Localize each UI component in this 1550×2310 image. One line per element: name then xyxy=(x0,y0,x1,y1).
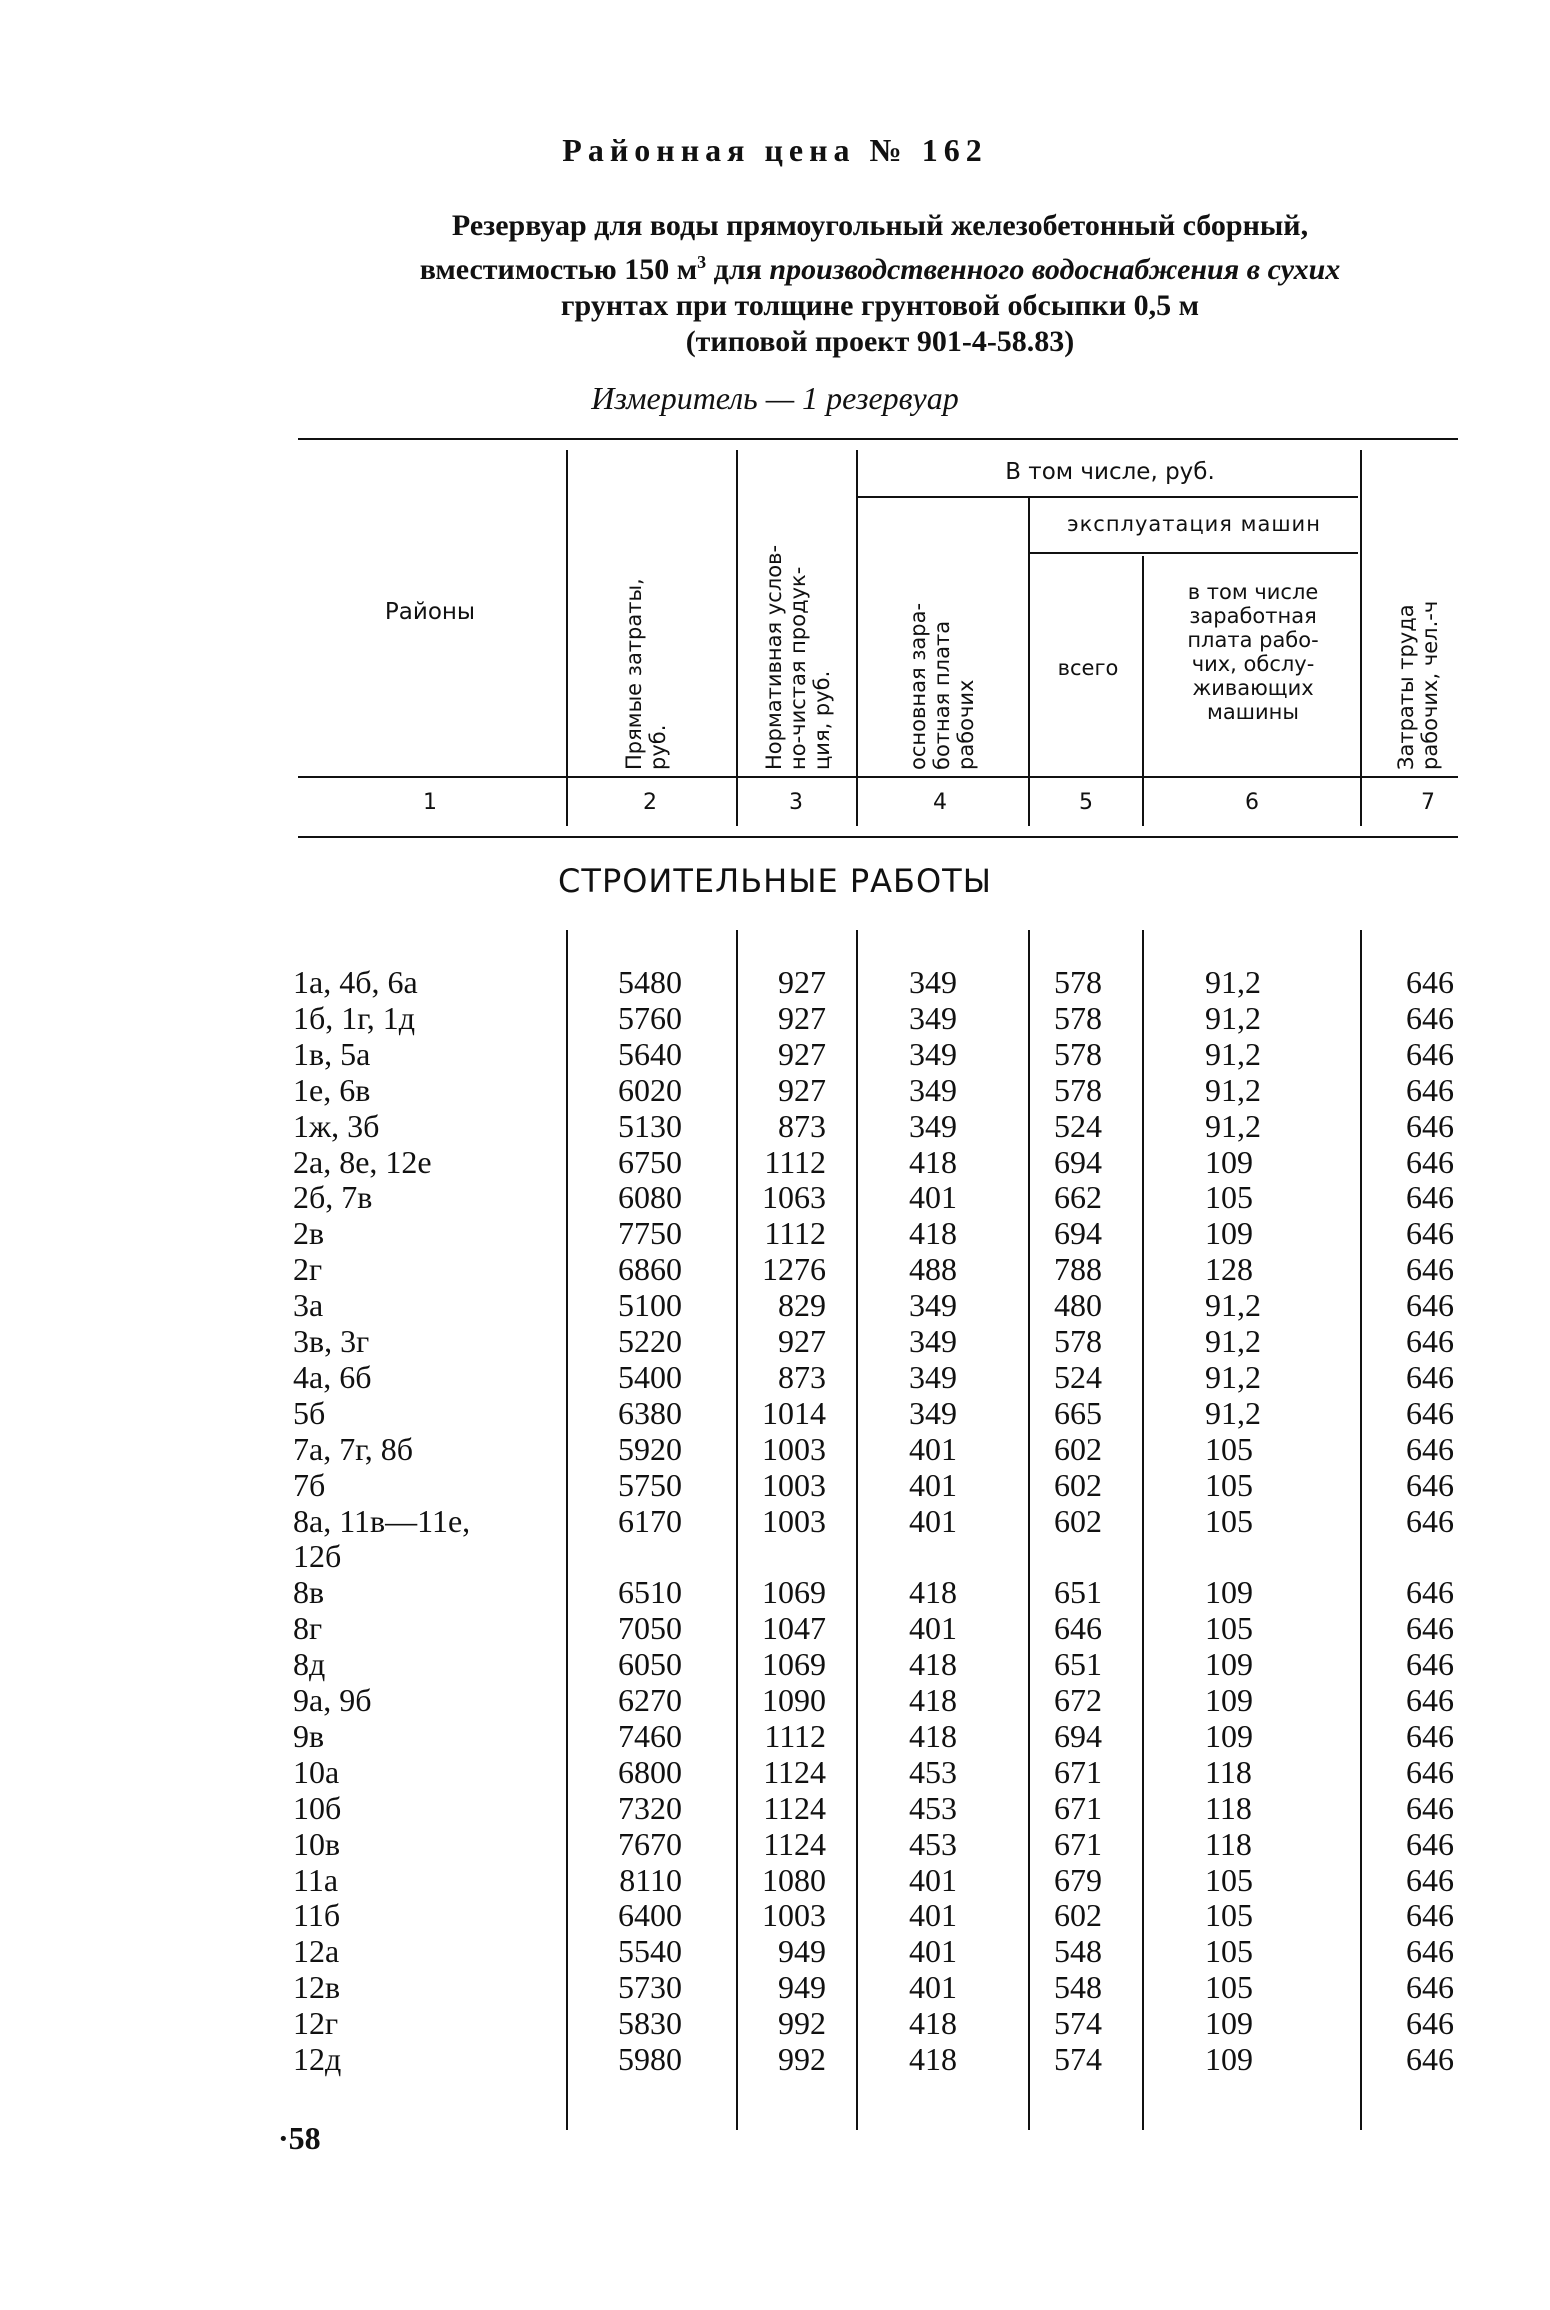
basic-wage-cell: 401 xyxy=(909,1933,957,1970)
basic-wage-cell: 349 xyxy=(909,1107,957,1144)
normative-cell: 1003 xyxy=(762,1466,826,1503)
direct-costs-cell: 5100 xyxy=(618,1287,682,1324)
region-cell: 12б xyxy=(293,1538,342,1575)
labor-cell: 646 xyxy=(1406,1574,1454,1611)
header-divider-3 xyxy=(856,450,858,826)
labor-cell: 646 xyxy=(1406,999,1454,1036)
basic-wage-cell: 401 xyxy=(909,1179,957,1216)
labor-cell: 646 xyxy=(1406,1502,1454,1539)
labor-cell: 646 xyxy=(1406,1107,1454,1144)
basic-wage-cell: 349 xyxy=(909,1323,957,1359)
normative-cell: 992 xyxy=(778,2041,826,2077)
machines-total-cell: 671 xyxy=(1054,1789,1102,1826)
direct-costs-cell: 7050 xyxy=(618,1610,682,1647)
normative-cell: 1080 xyxy=(762,1861,826,1898)
region-cell: 5б xyxy=(293,1394,326,1431)
region-cell: 9а, 9б xyxy=(293,1682,372,1718)
table-row xyxy=(0,2005,1550,2040)
direct-costs-cell: 7460 xyxy=(618,1717,682,1754)
table-row xyxy=(0,1287,1550,1322)
machines-wage-cell: 91,2 xyxy=(1205,964,1261,1000)
table-row xyxy=(0,1179,1550,1214)
normative-cell: 873 xyxy=(778,1358,826,1395)
table-row xyxy=(0,1718,1550,1753)
direct-costs-cell: 5830 xyxy=(618,2005,682,2042)
header-including-group: В том числе, руб. xyxy=(1005,459,1215,485)
table-row xyxy=(0,2041,1550,2076)
labor-cell: 646 xyxy=(1406,1789,1454,1826)
machines-total-cell: 694 xyxy=(1054,1143,1102,1180)
machines-wage-cell: 109 xyxy=(1205,1215,1253,1252)
header-machines-wage: в том числе заработная плата рабо- чих, обслу- живающих машины xyxy=(1187,580,1319,724)
region-cell: 12г xyxy=(293,2005,339,2042)
direct-costs-cell: 8110 xyxy=(619,1861,682,1898)
basic-wage-cell: 418 xyxy=(909,1646,957,1683)
table-row xyxy=(0,1897,1550,1932)
header-divider-4 xyxy=(1028,498,1030,826)
column-number: 1 xyxy=(423,790,437,815)
basic-wage-cell: 349 xyxy=(909,1287,957,1324)
machines-total-cell: 574 xyxy=(1054,2005,1102,2042)
normative-cell: 927 xyxy=(778,1071,826,1108)
normative-cell: 1124 xyxy=(763,1825,826,1862)
machines-total-cell: 651 xyxy=(1054,1646,1102,1683)
normative-cell: 1112 xyxy=(764,1143,826,1180)
table-row xyxy=(0,1000,1550,1035)
normative-cell: 1124 xyxy=(763,1753,826,1790)
labor-cell: 646 xyxy=(1406,1394,1454,1431)
region-cell: 12а xyxy=(293,1933,340,1970)
basic-wage-cell: 401 xyxy=(909,1502,957,1539)
labor-cell: 646 xyxy=(1406,1610,1454,1647)
machines-total-cell: 672 xyxy=(1054,1682,1102,1718)
description-line-2: вместимостью 150 $м^3$ для производственного водоснабжения в сухих xyxy=(419,252,1341,286)
table-row xyxy=(0,1503,1550,1538)
machines-wage-cell: 105 xyxy=(1205,1897,1253,1934)
header-divider-6 xyxy=(1360,450,1362,826)
machines-wage-cell: 105 xyxy=(1205,1179,1253,1216)
normative-cell: 1003 xyxy=(762,1897,826,1934)
region-cell: 7б xyxy=(293,1466,326,1503)
normative-cell: 992 xyxy=(778,2005,826,2042)
basic-wage-cell: 418 xyxy=(909,1682,957,1718)
machines-wage-cell: 109 xyxy=(1205,1717,1253,1754)
basic-wage-cell: 349 xyxy=(909,1394,957,1431)
basic-wage-cell: 418 xyxy=(909,1215,957,1252)
header-regions: Районы xyxy=(384,599,476,625)
description-line-3: грунтах при толщине грунтовой обсыпки 0,5 м xyxy=(560,289,1200,322)
table-row xyxy=(0,1144,1550,1179)
region-cell: 1ж, 3б xyxy=(293,1107,380,1144)
normative-cell: 1124 xyxy=(763,1789,826,1826)
labor-cell: 646 xyxy=(1406,1861,1454,1898)
normative-cell: 1112 xyxy=(764,1717,826,1754)
machines-total-cell: 524 xyxy=(1054,1107,1102,1144)
direct-costs-cell: 6080 xyxy=(618,1179,682,1216)
table-row xyxy=(0,1574,1550,1609)
table-row xyxy=(0,1467,1550,1502)
direct-costs-cell: 6270 xyxy=(618,1682,682,1718)
labor-cell: 646 xyxy=(1406,1682,1454,1718)
table-row xyxy=(0,1933,1550,1968)
header-top-rule xyxy=(298,438,1458,440)
region-cell: 1б, 1г, 1д xyxy=(293,999,416,1036)
machines-wage-cell: 105 xyxy=(1205,1502,1253,1539)
machines-total-cell: 578 xyxy=(1054,1071,1102,1108)
normative-cell: 1003 xyxy=(762,1502,826,1539)
column-number: 5 xyxy=(1079,790,1093,815)
description-line-1: Резервуар для воды прямоугольный железобетонный сборный, xyxy=(451,209,1309,242)
labor-cell: 646 xyxy=(1406,1897,1454,1934)
page-number: ·58 xyxy=(278,2120,321,2156)
direct-costs-cell: 5760 xyxy=(618,999,682,1036)
machines-total-cell: 578 xyxy=(1054,1323,1102,1359)
labor-cell: 646 xyxy=(1406,1358,1454,1395)
direct-costs-cell: 6050 xyxy=(618,1646,682,1683)
machines-total-cell: 602 xyxy=(1054,1430,1102,1467)
machines-total-cell: 578 xyxy=(1054,999,1102,1036)
labor-cell: 646 xyxy=(1406,1430,1454,1467)
basic-wage-cell: 453 xyxy=(909,1825,957,1862)
region-cell: 10а xyxy=(293,1753,340,1790)
direct-costs-cell: 6380 xyxy=(618,1394,682,1431)
machines-total-cell: 651 xyxy=(1054,1574,1102,1611)
normative-cell: 927 xyxy=(778,1323,826,1359)
page-heading: Районная цена № 162 xyxy=(562,132,988,168)
table-row xyxy=(0,1215,1550,1250)
header-machines-total: всего xyxy=(1057,656,1119,680)
normative-cell: 873 xyxy=(778,1107,826,1144)
section-title: СТРОИТЕЛЬНЫЕ РАБОТЫ xyxy=(558,862,992,900)
machines-wage-cell: 91,2 xyxy=(1205,999,1261,1036)
region-cell: 7а, 7г, 8б xyxy=(293,1430,413,1467)
region-cell: 1е, 6в xyxy=(293,1071,371,1108)
direct-costs-cell: 5540 xyxy=(618,1933,682,1970)
direct-costs-cell: 6750 xyxy=(618,1143,682,1180)
machines-wage-cell: 105 xyxy=(1205,1430,1253,1467)
basic-wage-cell: 418 xyxy=(909,2005,957,2042)
numbers-bottom-rule xyxy=(298,836,1458,838)
machines-wage-cell: 91,2 xyxy=(1205,1323,1261,1359)
direct-costs-cell: 5400 xyxy=(618,1358,682,1395)
region-cell: 8д xyxy=(293,1646,326,1683)
basic-wage-cell: 349 xyxy=(909,1035,957,1072)
machines-total-cell: 602 xyxy=(1054,1502,1102,1539)
normative-cell: 1063 xyxy=(762,1179,826,1216)
machines-wage-cell: 118 xyxy=(1205,1753,1252,1790)
machines-total-cell: 679 xyxy=(1054,1861,1102,1898)
machines-total-cell: 671 xyxy=(1054,1825,1102,1862)
basic-wage-cell: 401 xyxy=(909,1610,957,1647)
column-number: 4 xyxy=(933,790,947,815)
region-cell: 1в, 5а xyxy=(293,1035,371,1072)
machines-total-cell: 788 xyxy=(1054,1251,1102,1288)
machines-wage-cell: 91,2 xyxy=(1205,1071,1261,1108)
basic-wage-cell: 401 xyxy=(909,1466,957,1503)
header-divider-2 xyxy=(736,450,738,826)
region-cell: 2б, 7в xyxy=(293,1179,373,1216)
machines-wage-cell: 109 xyxy=(1205,2005,1253,2042)
basic-wage-cell: 349 xyxy=(909,999,957,1036)
direct-costs-cell: 5130 xyxy=(618,1107,682,1144)
direct-costs-cell: 6800 xyxy=(618,1753,682,1790)
machines-wage-cell: 105 xyxy=(1205,1969,1253,2006)
labor-cell: 646 xyxy=(1406,1287,1454,1324)
table-row xyxy=(0,964,1550,999)
region-cell: 1а, 4б, 6а xyxy=(293,964,418,1000)
labor-cell: 646 xyxy=(1406,1753,1454,1790)
basic-wage-cell: 418 xyxy=(909,2041,957,2077)
labor-cell: 646 xyxy=(1406,1969,1454,2006)
table-row xyxy=(0,1646,1550,1681)
machines-total-cell: 662 xyxy=(1054,1179,1102,1216)
machines-total-cell: 578 xyxy=(1054,1035,1102,1072)
labor-cell: 646 xyxy=(1406,2005,1454,2042)
direct-costs-cell: 6860 xyxy=(618,1251,682,1288)
machines-wage-cell: 91,2 xyxy=(1205,1358,1261,1395)
table-row xyxy=(0,1969,1550,2004)
normative-cell: 1047 xyxy=(762,1610,826,1647)
basic-wage-cell: 349 xyxy=(909,964,957,1000)
direct-costs-cell: 6020 xyxy=(618,1071,682,1108)
region-cell: 11а xyxy=(293,1861,339,1898)
direct-costs-cell: 5220 xyxy=(618,1323,682,1359)
table-row xyxy=(0,1862,1550,1897)
labor-cell: 646 xyxy=(1406,1466,1454,1503)
machines-total-cell: 646 xyxy=(1054,1610,1102,1647)
header-bottom-rule xyxy=(298,776,1458,778)
labor-cell: 646 xyxy=(1406,1035,1454,1072)
direct-costs-cell: 5640 xyxy=(618,1035,682,1072)
basic-wage-cell: 401 xyxy=(909,1430,957,1467)
machines-total-cell: 694 xyxy=(1054,1215,1102,1252)
table-row xyxy=(0,1610,1550,1645)
region-cell: 8в xyxy=(293,1574,325,1611)
direct-costs-cell: 6170 xyxy=(618,1502,682,1539)
labor-cell: 646 xyxy=(1406,1825,1454,1862)
header-divider-1 xyxy=(566,450,568,826)
region-cell: 8г xyxy=(293,1610,323,1647)
group-rule-machines xyxy=(1030,552,1358,554)
machines-total-cell: 524 xyxy=(1054,1358,1102,1395)
region-cell: 2а, 8е, 12е xyxy=(293,1143,432,1180)
header-direct-costs: Прямые затраты, руб. xyxy=(622,578,670,770)
normative-cell: 1112 xyxy=(764,1215,826,1252)
machines-wage-cell: 91,2 xyxy=(1205,1035,1261,1072)
region-cell: 10в xyxy=(293,1825,341,1862)
direct-costs-cell: 6510 xyxy=(618,1574,682,1611)
normative-cell: 1069 xyxy=(762,1646,826,1683)
machines-total-cell: 578 xyxy=(1054,964,1102,1000)
object-description xyxy=(300,208,1460,360)
table-row xyxy=(0,1072,1550,1107)
table-row xyxy=(0,1036,1550,1071)
normative-cell: 927 xyxy=(778,1035,826,1072)
machines-wage-cell: 128 xyxy=(1205,1251,1253,1288)
column-number: 7 xyxy=(1421,790,1435,815)
region-cell: 4а, 6б xyxy=(293,1358,372,1395)
machines-total-cell: 574 xyxy=(1054,2041,1102,2077)
machines-total-cell: 548 xyxy=(1054,1933,1102,1970)
region-cell: 11б xyxy=(293,1897,341,1934)
labor-cell: 646 xyxy=(1406,1179,1454,1216)
table-row xyxy=(0,1395,1550,1430)
direct-costs-cell: 7750 xyxy=(618,1215,682,1252)
table-row xyxy=(0,1754,1550,1789)
header-normative-product: Нормативная услов- но-чистая продук- ция, руб. xyxy=(762,544,834,770)
machines-wage-cell: 105 xyxy=(1205,1610,1253,1647)
basic-wage-cell: 418 xyxy=(909,1143,957,1180)
machines-wage-cell: 109 xyxy=(1205,2041,1253,2077)
direct-costs-cell: 5480 xyxy=(618,964,682,1000)
basic-wage-cell: 418 xyxy=(909,1574,957,1611)
basic-wage-cell: 349 xyxy=(909,1358,957,1395)
normative-cell: 927 xyxy=(778,964,826,1000)
machines-total-cell: 548 xyxy=(1054,1969,1102,2006)
table-row xyxy=(0,1359,1550,1394)
normative-cell: 927 xyxy=(778,999,826,1036)
region-cell: 10б xyxy=(293,1789,342,1826)
region-cell: 12в xyxy=(293,1969,341,2006)
basic-wage-cell: 401 xyxy=(909,1897,957,1934)
basic-wage-cell: 418 xyxy=(909,1717,957,1754)
normative-cell: 949 xyxy=(778,1933,826,1970)
labor-cell: 646 xyxy=(1406,1933,1454,1970)
basic-wage-cell: 401 xyxy=(909,1861,957,1898)
measure-unit: Измеритель — 1 резервуар xyxy=(591,380,959,416)
labor-cell: 646 xyxy=(1406,1646,1454,1683)
labor-cell: 646 xyxy=(1406,1251,1454,1288)
machines-wage-cell: 109 xyxy=(1205,1682,1253,1718)
machines-wage-cell: 109 xyxy=(1205,1646,1253,1683)
labor-cell: 646 xyxy=(1406,964,1454,1000)
normative-cell: 1276 xyxy=(762,1251,826,1288)
machines-wage-cell: 91,2 xyxy=(1205,1107,1261,1144)
machines-wage-cell: 118 xyxy=(1205,1789,1252,1826)
direct-costs-cell: 7320 xyxy=(618,1789,682,1826)
machines-wage-cell: 105 xyxy=(1205,1466,1253,1503)
direct-costs-cell: 5920 xyxy=(618,1430,682,1467)
machines-total-cell: 694 xyxy=(1054,1717,1102,1754)
header-machines-group: эксплуатация машин xyxy=(1067,512,1321,536)
machines-wage-cell: 109 xyxy=(1205,1574,1253,1611)
basic-wage-cell: 488 xyxy=(909,1251,957,1288)
region-cell: 3в, 3г xyxy=(293,1323,370,1359)
machines-total-cell: 671 xyxy=(1054,1753,1102,1790)
column-number: 6 xyxy=(1245,790,1259,815)
labor-cell: 646 xyxy=(1406,2041,1454,2077)
table-row xyxy=(0,1826,1550,1861)
normative-cell: 1014 xyxy=(762,1394,826,1431)
machines-total-cell: 480 xyxy=(1054,1287,1102,1324)
table-row xyxy=(0,1431,1550,1466)
machines-wage-cell: 105 xyxy=(1205,1933,1253,1970)
normative-cell: 1003 xyxy=(762,1430,826,1467)
region-cell: 3а xyxy=(293,1287,324,1324)
direct-costs-cell: 6400 xyxy=(618,1897,682,1934)
machines-wage-cell: 109 xyxy=(1205,1143,1253,1180)
basic-wage-cell: 453 xyxy=(909,1789,957,1826)
header-basic-wage: основная зара- ботная плата рабочих xyxy=(906,602,978,770)
machines-total-cell: 602 xyxy=(1054,1897,1102,1934)
column-number: 3 xyxy=(789,790,803,815)
table-row xyxy=(0,1251,1550,1286)
labor-cell: 646 xyxy=(1406,1323,1454,1359)
labor-cell: 646 xyxy=(1406,1071,1454,1108)
machines-total-cell: 602 xyxy=(1054,1466,1102,1503)
region-cell: 9в xyxy=(293,1717,325,1754)
direct-costs-cell: 5730 xyxy=(618,1969,682,2006)
table-row xyxy=(0,1538,1550,1573)
table-row xyxy=(0,1323,1550,1358)
normative-cell: 1069 xyxy=(762,1574,826,1611)
direct-costs-cell: 5750 xyxy=(618,1466,682,1503)
normative-cell: 1090 xyxy=(762,1682,826,1718)
labor-cell: 646 xyxy=(1406,1717,1454,1754)
header-divider-5 xyxy=(1142,556,1144,826)
table-row xyxy=(0,1790,1550,1825)
group-rule-including xyxy=(858,496,1358,498)
normative-cell: 829 xyxy=(778,1287,826,1324)
header-labor-costs: Затраты труда рабочих, чел.-ч xyxy=(1394,600,1442,770)
normative-cell: 949 xyxy=(778,1969,826,2006)
region-cell: 12д xyxy=(293,2041,342,2077)
machines-wage-cell: 118 xyxy=(1205,1825,1252,1862)
region-cell: 2в xyxy=(293,1215,325,1252)
basic-wage-cell: 349 xyxy=(909,1071,957,1108)
machines-total-cell: 665 xyxy=(1054,1394,1102,1431)
region-cell: 2г xyxy=(293,1251,323,1288)
machines-wage-cell: 91,2 xyxy=(1205,1287,1261,1324)
column-number: 2 xyxy=(643,790,657,815)
machines-wage-cell: 91,2 xyxy=(1205,1394,1261,1431)
basic-wage-cell: 401 xyxy=(909,1969,957,2006)
table-row xyxy=(0,1682,1550,1717)
direct-costs-cell: 7670 xyxy=(618,1825,682,1862)
region-cell: 8а, 11в—11е, xyxy=(293,1502,471,1539)
labor-cell: 646 xyxy=(1406,1215,1454,1252)
machines-wage-cell: 105 xyxy=(1205,1861,1253,1898)
table-row xyxy=(0,1108,1550,1143)
labor-cell: 646 xyxy=(1406,1143,1454,1180)
basic-wage-cell: 453 xyxy=(909,1753,957,1790)
description-line-4: (типовой проект 901-4-58.83) xyxy=(685,325,1075,358)
direct-costs-cell: 5980 xyxy=(618,2041,682,2077)
